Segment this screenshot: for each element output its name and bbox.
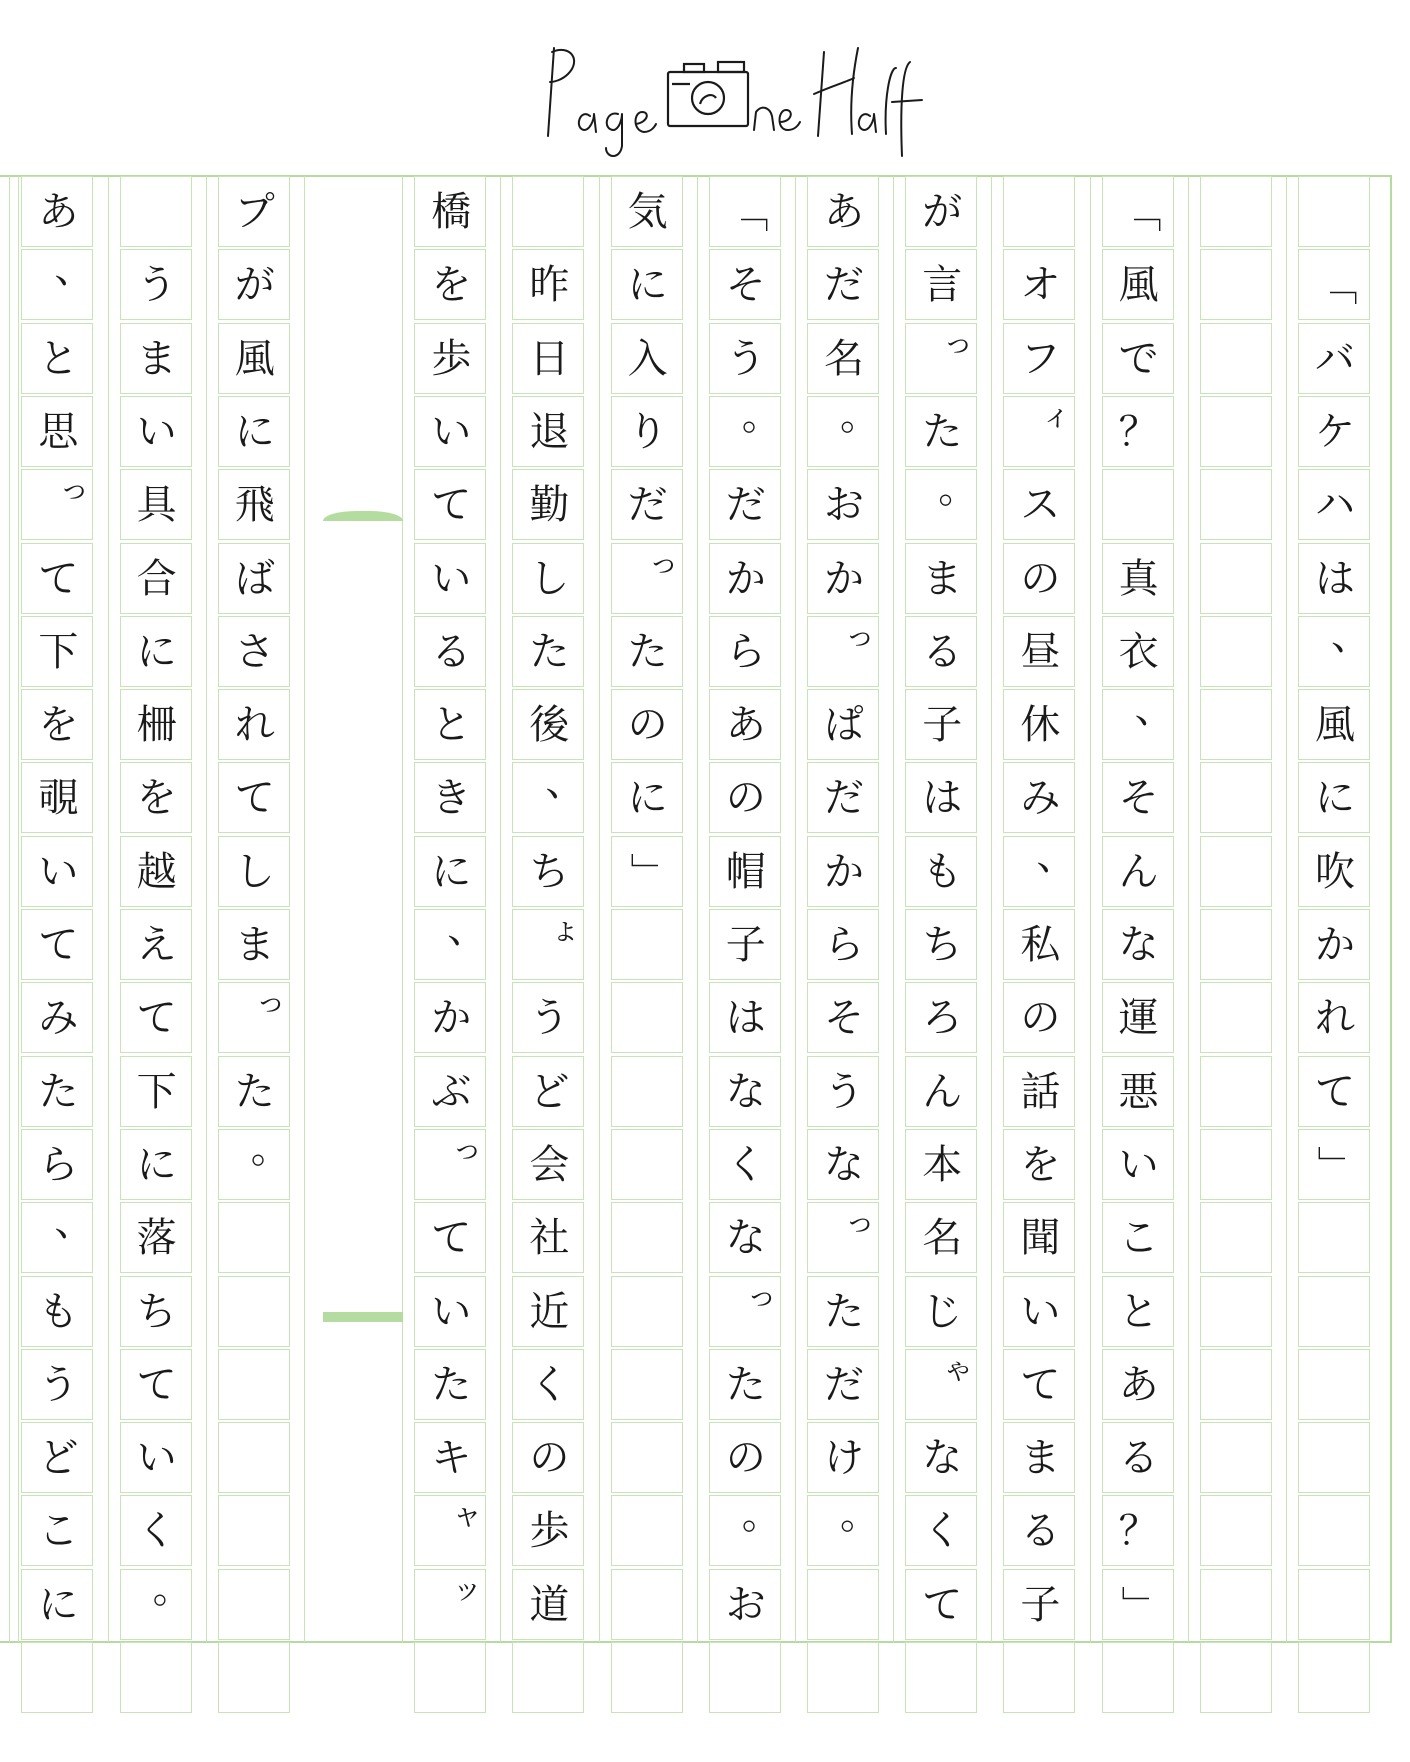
manuscript-char: ゃ (943, 1351, 974, 1387)
manuscript-char: た (725, 1361, 766, 1408)
manuscript-char: に (1315, 775, 1355, 822)
manuscript-char: ら (38, 1141, 79, 1188)
manuscript-char: っ (746, 1278, 777, 1314)
manuscript-char: ャ (452, 1498, 483, 1534)
manuscript-char: 、 (1331, 612, 1371, 659)
manuscript-char: っ (648, 545, 679, 581)
manuscript-char: ど (38, 1435, 79, 1482)
manuscript-char: 「 (1116, 192, 1163, 233)
manuscript-char: い (431, 1288, 472, 1335)
manuscript-char: じ (922, 1288, 963, 1335)
grid-cell (807, 1642, 879, 1713)
manuscript-char: れ (1315, 995, 1355, 1042)
manuscript-char: 。 (152, 1565, 193, 1612)
manuscript-char: お (725, 1581, 766, 1628)
manuscript-char: て (431, 1215, 472, 1262)
manuscript-char: キ (431, 1435, 472, 1482)
manuscript-char: な (922, 1435, 963, 1482)
manuscript-char: 下 (38, 628, 79, 675)
manuscript-char: る (922, 628, 963, 675)
manuscript-char: た (922, 408, 963, 455)
manuscript-char: う (38, 1361, 79, 1408)
grid-cell (709, 1642, 781, 1713)
manuscript-char: 気 (627, 189, 668, 235)
manuscript-char: か (824, 848, 864, 895)
manuscript-char: こ (1118, 1215, 1159, 1262)
manuscript-char: な (725, 1215, 766, 1262)
manuscript-char: い (136, 408, 177, 455)
manuscript-char: く (529, 1361, 570, 1408)
manuscript-char: て (136, 995, 177, 1042)
manuscript-char: っ (59, 472, 90, 508)
manuscript-char: た (431, 1361, 472, 1408)
manuscript-char: 。 (741, 1492, 782, 1539)
manuscript-char: さ (234, 628, 275, 675)
manuscript-char: な (725, 1068, 766, 1115)
manuscript-char: く (725, 1141, 766, 1188)
manuscript-char: と (38, 335, 79, 382)
manuscript-char: 退 (529, 408, 570, 455)
manuscript-char: 飛 (234, 482, 275, 529)
manuscript-char: に (38, 1581, 79, 1628)
manuscript-char: を (136, 775, 177, 822)
manuscript-char: 、 (447, 906, 488, 952)
manuscript-char: だ (824, 1361, 864, 1408)
manuscript-char: 橋 (431, 189, 472, 235)
manuscript-char: 道 (529, 1581, 570, 1628)
manuscript-char: ん (1118, 848, 1159, 895)
manuscript-char: い (1118, 1141, 1159, 1188)
manuscript-char: 。 (840, 1492, 880, 1539)
manuscript-char: り (627, 408, 668, 455)
manuscript-char: た (529, 628, 570, 675)
manuscript-char: い (431, 408, 472, 455)
manuscript-char: フ (1020, 335, 1061, 382)
manuscript-char: れ (234, 702, 275, 749)
manuscript-char: を (38, 702, 79, 749)
manuscript-char: 。 (250, 1125, 291, 1172)
manuscript-char: て (431, 482, 472, 529)
manuscript-char: 思 (38, 408, 79, 455)
manuscript-char: に (627, 775, 668, 822)
manuscript-char: た (627, 628, 668, 675)
manuscript-char: ケ (1315, 408, 1355, 455)
manuscript-char: 、 (54, 1199, 95, 1246)
manuscript-char: の (725, 775, 766, 822)
manuscript-char: 日 (529, 335, 570, 382)
grid-cell (414, 1642, 486, 1713)
manuscript-char: ろ (922, 995, 963, 1042)
manuscript-char: な (1118, 922, 1159, 968)
manuscript-char: こ (38, 1508, 79, 1555)
manuscript-char: 子 (1020, 1581, 1061, 1628)
manuscript-char: 、 (1134, 686, 1175, 733)
grid-cell (1200, 1642, 1272, 1713)
manuscript-char: を (1020, 1141, 1061, 1188)
manuscript-char: ？ (1118, 408, 1159, 455)
manuscript-char: そ (1118, 775, 1159, 822)
manuscript-char: は (922, 775, 963, 822)
manuscript-char: っ (845, 1205, 875, 1241)
grid-cell (1102, 1642, 1174, 1713)
manuscript-char: ッ (452, 1571, 483, 1607)
manuscript-char: も (38, 1288, 79, 1335)
manuscript-char: 近 (529, 1288, 570, 1335)
manuscript-char: 」 (625, 852, 672, 893)
manuscript-char: 名 (824, 335, 864, 382)
grid-cell (218, 1642, 290, 1713)
manuscript-char: ら (824, 922, 864, 968)
manuscript-char: 会 (529, 1141, 570, 1188)
page-header (0, 0, 1410, 175)
grid-cell (905, 1642, 977, 1713)
grid-cell (611, 1642, 683, 1713)
manuscript-char: 「 (1312, 265, 1359, 306)
manuscript-char: あ (1118, 1361, 1159, 1408)
manuscript-char: ば (234, 555, 275, 602)
manuscript-char: く (922, 1508, 963, 1555)
manuscript-char: 風 (234, 335, 275, 382)
manuscript-char: ら (725, 628, 766, 675)
manuscript-char: く (136, 1508, 177, 1555)
manuscript-char: か (1315, 922, 1355, 968)
manuscript-char: そ (725, 262, 766, 309)
manuscript-char: か (725, 555, 766, 602)
manuscript-char: う (529, 995, 570, 1042)
manuscript-char: 歩 (529, 1508, 570, 1555)
manuscript-char: ？ (1118, 1508, 1159, 1555)
manuscript-char: 子 (922, 702, 963, 749)
manuscript-char: き (431, 775, 472, 822)
manuscript-char: 昼 (1020, 628, 1061, 675)
manuscript-char: っ (255, 985, 286, 1021)
manuscript-char: 、 (545, 759, 586, 806)
manuscript-char: ま (1020, 1435, 1061, 1482)
manuscript-char: 風 (1118, 262, 1159, 309)
manuscript-char: を (431, 262, 472, 309)
manuscript-char: 子 (725, 922, 766, 968)
manuscript-char: あ (824, 189, 864, 235)
manuscript-char: だ (824, 775, 864, 822)
manuscript-char: 越 (136, 848, 177, 895)
manuscript-char: う (824, 1068, 864, 1115)
manuscript-char: だ (627, 482, 668, 529)
manuscript-char: 」 (1116, 1585, 1163, 1626)
brand-logo (540, 38, 930, 158)
manuscript-char: が (234, 262, 275, 309)
manuscript-char: 歩 (431, 335, 472, 382)
manuscript-char: み (1020, 775, 1061, 822)
grid-cell (512, 1642, 584, 1713)
manuscript-char: っ (452, 1131, 483, 1167)
manuscript-char: 言 (922, 262, 963, 309)
manuscript-char: い (38, 848, 79, 895)
manuscript-char: に (136, 628, 177, 675)
manuscript-char: ち (136, 1288, 177, 1335)
manuscript-char: 合 (136, 555, 177, 602)
manuscript-char: 柵 (136, 702, 177, 749)
manuscript-char: ょ (550, 912, 581, 947)
manuscript-char: お (824, 482, 864, 529)
manuscript-char: も (922, 848, 963, 895)
manuscript-char: の (529, 1435, 570, 1482)
manuscript-char: て (38, 922, 79, 968)
manuscript-grid (0, 175, 1392, 1643)
manuscript-char: あ (38, 189, 79, 235)
manuscript-char: え (136, 922, 177, 968)
manuscript-char: い (1020, 1288, 1061, 1335)
manuscript-char: て (234, 775, 275, 822)
manuscript-char: 名 (922, 1215, 963, 1262)
manuscript-char: あ (725, 702, 766, 749)
manuscript-char: 聞 (1020, 1215, 1061, 1262)
manuscript-char: て (922, 1581, 963, 1628)
manuscript-char: は (725, 995, 766, 1042)
manuscript-char: ち (529, 848, 570, 895)
manuscript-char: 落 (136, 1215, 177, 1262)
manuscript-char: 」 (1312, 1145, 1359, 1186)
manuscript-char: う (136, 262, 177, 309)
manuscript-char: に (136, 1141, 177, 1188)
manuscript-char: 社 (529, 1215, 570, 1262)
grid-cell (1003, 1642, 1075, 1713)
manuscript-char: る (1020, 1508, 1061, 1555)
manuscript-char: 話 (1020, 1068, 1061, 1115)
manuscript-char: ぶ (431, 1068, 472, 1115)
manuscript-char: て (38, 555, 79, 602)
manuscript-char: て (1315, 1068, 1355, 1115)
manuscript-char: の (725, 1435, 766, 1482)
grid-cell (120, 1642, 192, 1713)
manuscript-char: し (234, 848, 275, 895)
manuscript-char: ィ (1041, 398, 1072, 434)
manuscript-char: て (1020, 1361, 1061, 1408)
manuscript-char: 真 (1118, 555, 1159, 602)
manuscript-char: 衣 (1118, 628, 1159, 675)
manuscript-char: た (824, 1288, 864, 1335)
grid-cell (1298, 1642, 1370, 1713)
manuscript-char: み (38, 995, 79, 1042)
manuscript-char: い (136, 1435, 177, 1482)
manuscript-char: 。 (840, 392, 880, 439)
manuscript-char: の (1020, 995, 1061, 1042)
manuscript-char: に (627, 262, 668, 309)
manuscript-char: 運 (1118, 995, 1159, 1042)
manuscript-char: オ (1020, 262, 1061, 309)
manuscript-char: る (1118, 1435, 1159, 1482)
manuscript-char: 下 (136, 1068, 177, 1115)
manuscript-char: ま (234, 922, 275, 968)
manuscript-char: 昨 (529, 262, 570, 309)
manuscript-char: の (627, 702, 668, 749)
manuscript-char: の (1020, 555, 1061, 602)
manuscript-char: プ (234, 189, 275, 235)
manuscript-char: し (529, 555, 570, 602)
manuscript-char: に (431, 848, 472, 895)
manuscript-char: 悪 (1118, 1068, 1159, 1115)
manuscript-char: か (824, 555, 864, 602)
manuscript-char: う (725, 335, 766, 382)
manuscript-char: な (824, 1141, 864, 1188)
manuscript-char: 風 (1315, 702, 1355, 749)
manuscript-char: だ (824, 262, 864, 309)
manuscript-char: 帽 (725, 848, 766, 895)
manuscript-char: 。 (741, 392, 782, 439)
manuscript-char: 入 (627, 335, 668, 382)
manuscript-char: 、 (54, 246, 95, 293)
manuscript-char: 。 (938, 466, 979, 513)
manuscript-char: ど (529, 1068, 570, 1115)
manuscript-char: バ (1315, 335, 1355, 382)
manuscript-char: そ (824, 995, 864, 1042)
manuscript-char: 吹 (1315, 848, 1355, 895)
manuscript-char: て (136, 1361, 177, 1408)
manuscript-char: は (1315, 555, 1355, 602)
manuscript-char: 、 (1036, 832, 1077, 879)
manuscript-char: で (1118, 335, 1159, 382)
manuscript-char: 勤 (529, 482, 570, 529)
manuscript-char: る (431, 628, 472, 675)
manuscript-char: 休 (1020, 702, 1061, 749)
manuscript-char: か (431, 995, 472, 1042)
manuscript-char: ハ (1315, 482, 1355, 529)
manuscript-char: 具 (136, 482, 177, 529)
manuscript-char: と (431, 702, 472, 749)
grid-cell (21, 1642, 93, 1713)
manuscript-char: っ (845, 618, 875, 654)
camera-icon (668, 62, 748, 126)
manuscript-char: 後 (529, 702, 570, 749)
manuscript-char: ぱ (824, 702, 864, 749)
manuscript-char: け (824, 1435, 864, 1482)
manuscript-char: 覗 (38, 775, 79, 822)
manuscript-char: っ (943, 325, 974, 361)
manuscript-char: 私 (1020, 922, 1061, 968)
manuscript-char: い (431, 555, 472, 602)
manuscript-char: と (1118, 1288, 1159, 1335)
manuscript-char: た (234, 1068, 275, 1115)
manuscript-char: に (234, 408, 275, 455)
manuscript-char: が (922, 189, 963, 235)
manuscript-char: ス (1020, 482, 1061, 529)
manuscript-char: ん (922, 1068, 963, 1115)
manuscript-char: ち (922, 922, 963, 968)
manuscript-char: た (38, 1068, 79, 1115)
manuscript-char: ま (922, 555, 963, 602)
manuscript-char: ま (136, 335, 177, 382)
manuscript-char: 本 (922, 1141, 963, 1188)
manuscript-char: 「 (723, 192, 770, 233)
manuscript-char: だ (725, 482, 766, 529)
